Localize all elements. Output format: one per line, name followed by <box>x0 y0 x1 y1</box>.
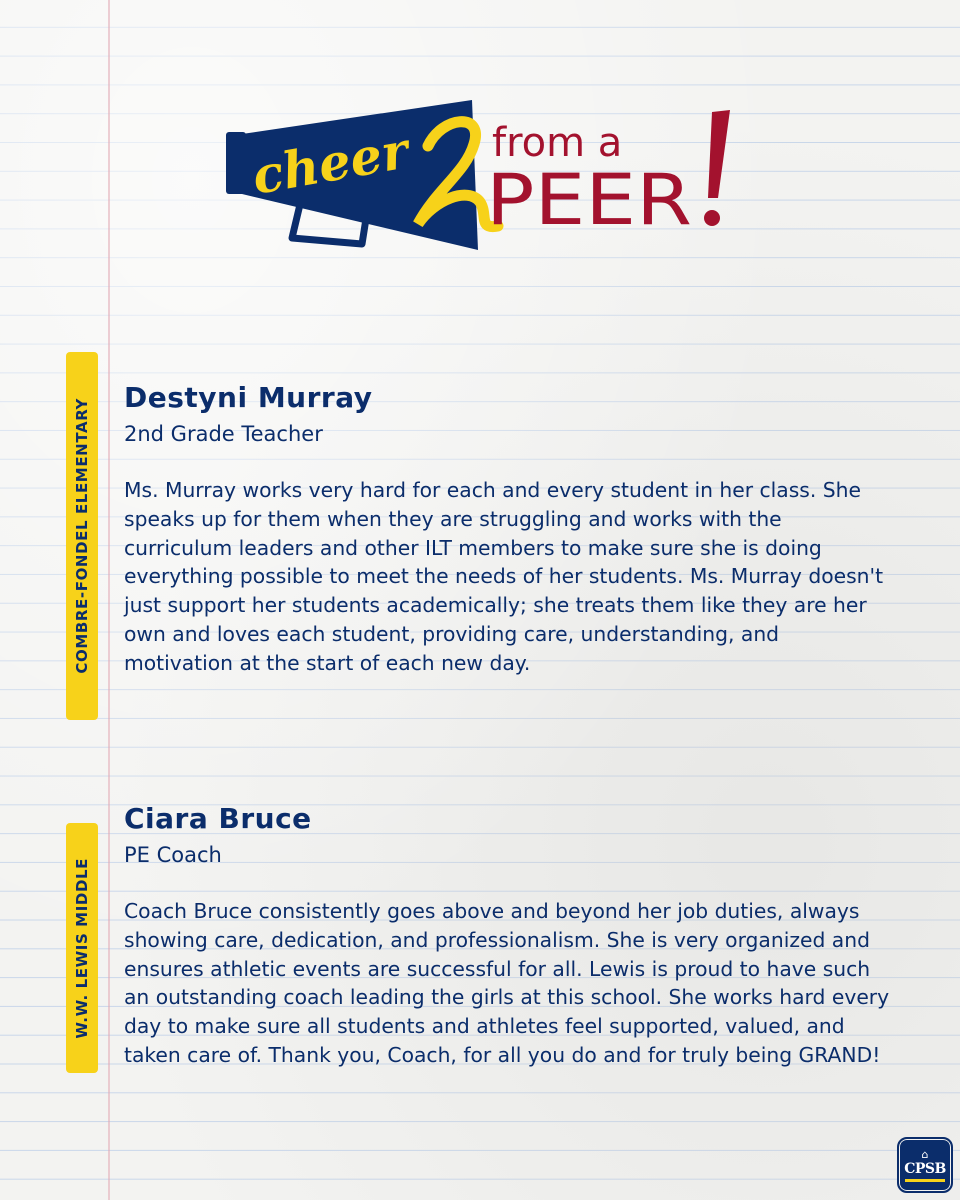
recognition-entry <box>124 799 894 1070</box>
honoree-name: Destyni Murray <box>124 381 373 414</box>
school-tag <box>66 352 98 720</box>
school-tag <box>66 823 98 1073</box>
notebook-margin-line <box>108 0 110 1200</box>
school-tag-label: W.W. LEWIS MIDDLE <box>73 857 91 1039</box>
cheer-word: cheer <box>247 120 413 206</box>
recognition-text: Coach Bruce consistently goes above and beyond her job duties, always showing care, dedication, and professionalism. She is very organized and ensures athletic events are successful for all. Lewis is proud to have such an outstanding coach leading the girls at this school. She works hard every day to make sure all students and athletes feel supported, valued, and taken care of. Thank you, Coach, for all you do and for truly being GRAND! <box>124 899 890 1067</box>
exclamation-bar <box>708 110 730 198</box>
schoolhouse-icon: ⌂ <box>921 1147 929 1161</box>
exclamation-dot <box>704 210 720 226</box>
peer-text: PEER <box>486 159 692 241</box>
honoree-name: Ciara Bruce <box>124 802 312 835</box>
cpsb-logo-text: CPSB <box>904 1160 946 1177</box>
badge-stripe <box>905 1179 945 1182</box>
from-a-text: from a <box>492 120 623 166</box>
school-tag-label: COMBRE-FONDEL ELEMENTARY <box>73 398 91 674</box>
honoree-role: PE Coach <box>124 843 222 867</box>
recognition-text: Ms. Murray works very hard for each and every student in her class. She speaks up for them when they are struggling and works with the curriculum leaders and other ILT members to make sure she is doing everything possible to meet the needs of her students. Ms. Murray doesn't just support her students academically; she treats them like they are her own and loves each student, providing care, understanding, and motivation at the start of each new day. <box>124 478 884 675</box>
honoree-role: 2nd Grade Teacher <box>124 422 323 446</box>
recognition-entry <box>124 378 894 678</box>
cheer-from-a-peer-logo <box>222 98 742 268</box>
cpsb-logo-badge <box>897 1137 953 1193</box>
